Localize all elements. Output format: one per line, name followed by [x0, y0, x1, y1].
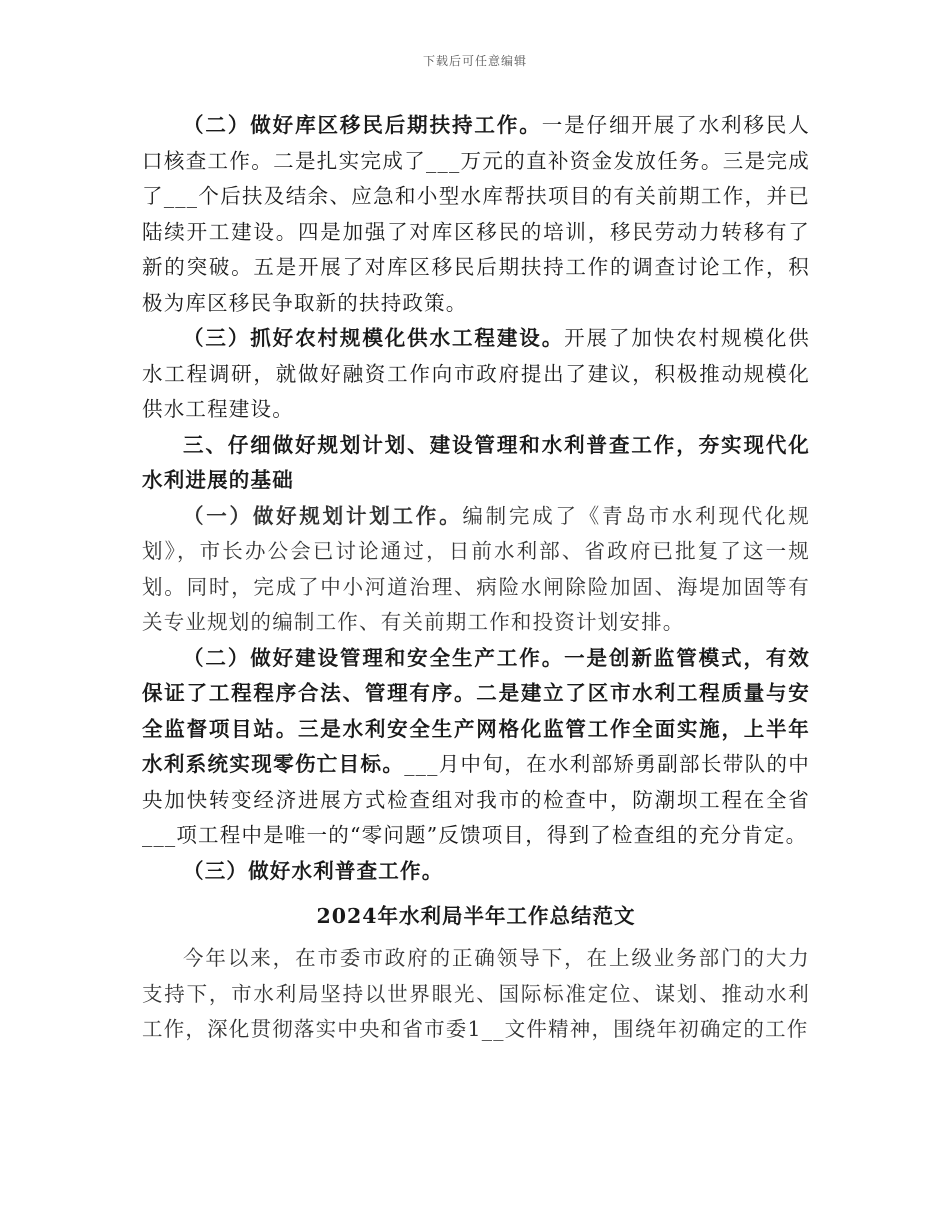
paragraph-lead: （二）做好建设管理和安全生产工作。一是创新监管模式，有效保证了工程程序合法、管理有序。二是建立了区市水利工程质量与安全监督项目站。三是水利安全生产网格化监管工作全面实施，上半年水利系统实现零伤亡目标。 — [142, 645, 810, 776]
paragraph-construction-safety — [142, 641, 810, 854]
paragraph-body: 开展了加快农村规模化供水工程调研，就做好融资工作向市政府提出了建议，积极推动规模化供水工程建设。 — [142, 326, 810, 421]
paragraph-lead: （一）做好规划计划工作。 — [183, 503, 463, 528]
paragraph-water-census: （三）做好水利普查工作。 — [183, 858, 444, 883]
paragraph-planning-work — [142, 499, 810, 641]
paragraph-body: 编制完成了《青岛市水利现代化规划》，市长办公会已讨论通过，日前水利部、省政府已批复了这一规划。同时，完成了中小河道治理、病险水闸除险加固、海堤加固等有关专业规划的编制工作、有关前期工作和投资计划安排。 — [142, 503, 811, 634]
paragraph-body: ___月中旬，在水利部矫勇副部长带队的中央加快转变经济进展方式检查组对我市的检查中，防潮坝工程在全省___项工程中是唯一的“零问题”反馈项目，得到了检查组的充分肯定。 — [142, 752, 810, 847]
paragraph-article-intro: 今年以来，在市委市政府的正确领导下，在上级业务部门的大力支持下，市水利局坚持以世界眼光、国际标准定位、谋划、推动水利工作，深化贯彻落实中央和省市委1__文件精神，围绕年初确定的工作 — [142, 946, 810, 1041]
document-body — [142, 108, 810, 1048]
paragraph-rural-water-supply — [142, 321, 810, 428]
article-title: 2024年水利局半年工作总结范文 — [316, 904, 636, 928]
paragraph-lead: （三）抓好农村规模化供水工程建设。 — [183, 326, 565, 350]
paragraph-lead: （二）做好库区移民后期扶持工作。 — [183, 113, 542, 137]
page-header: 下载后可任意编辑 — [422, 54, 527, 68]
paragraph-body: 一是仔细开展了水利移民人口核查工作。二是扎实完成了___万元的直补资金发放任务。三是完成了___个后扶及结余、应急和小型水库帮扶项目的有关前期工作，并已陆续开工建设。四是加强了对库区移民的培训，移民劳动力转移有了新的突破。五是开展了对库区移民后期扶持工作的调查讨论工作，积极为库区移民争取新的扶持政策。 — [142, 113, 811, 315]
paragraph-resettlement-support — [142, 108, 810, 321]
section-heading-planning: 三、仔细做好规划计划、建设管理和水利普查工作，夯实现代化水利进展的基础 — [142, 432, 810, 492]
